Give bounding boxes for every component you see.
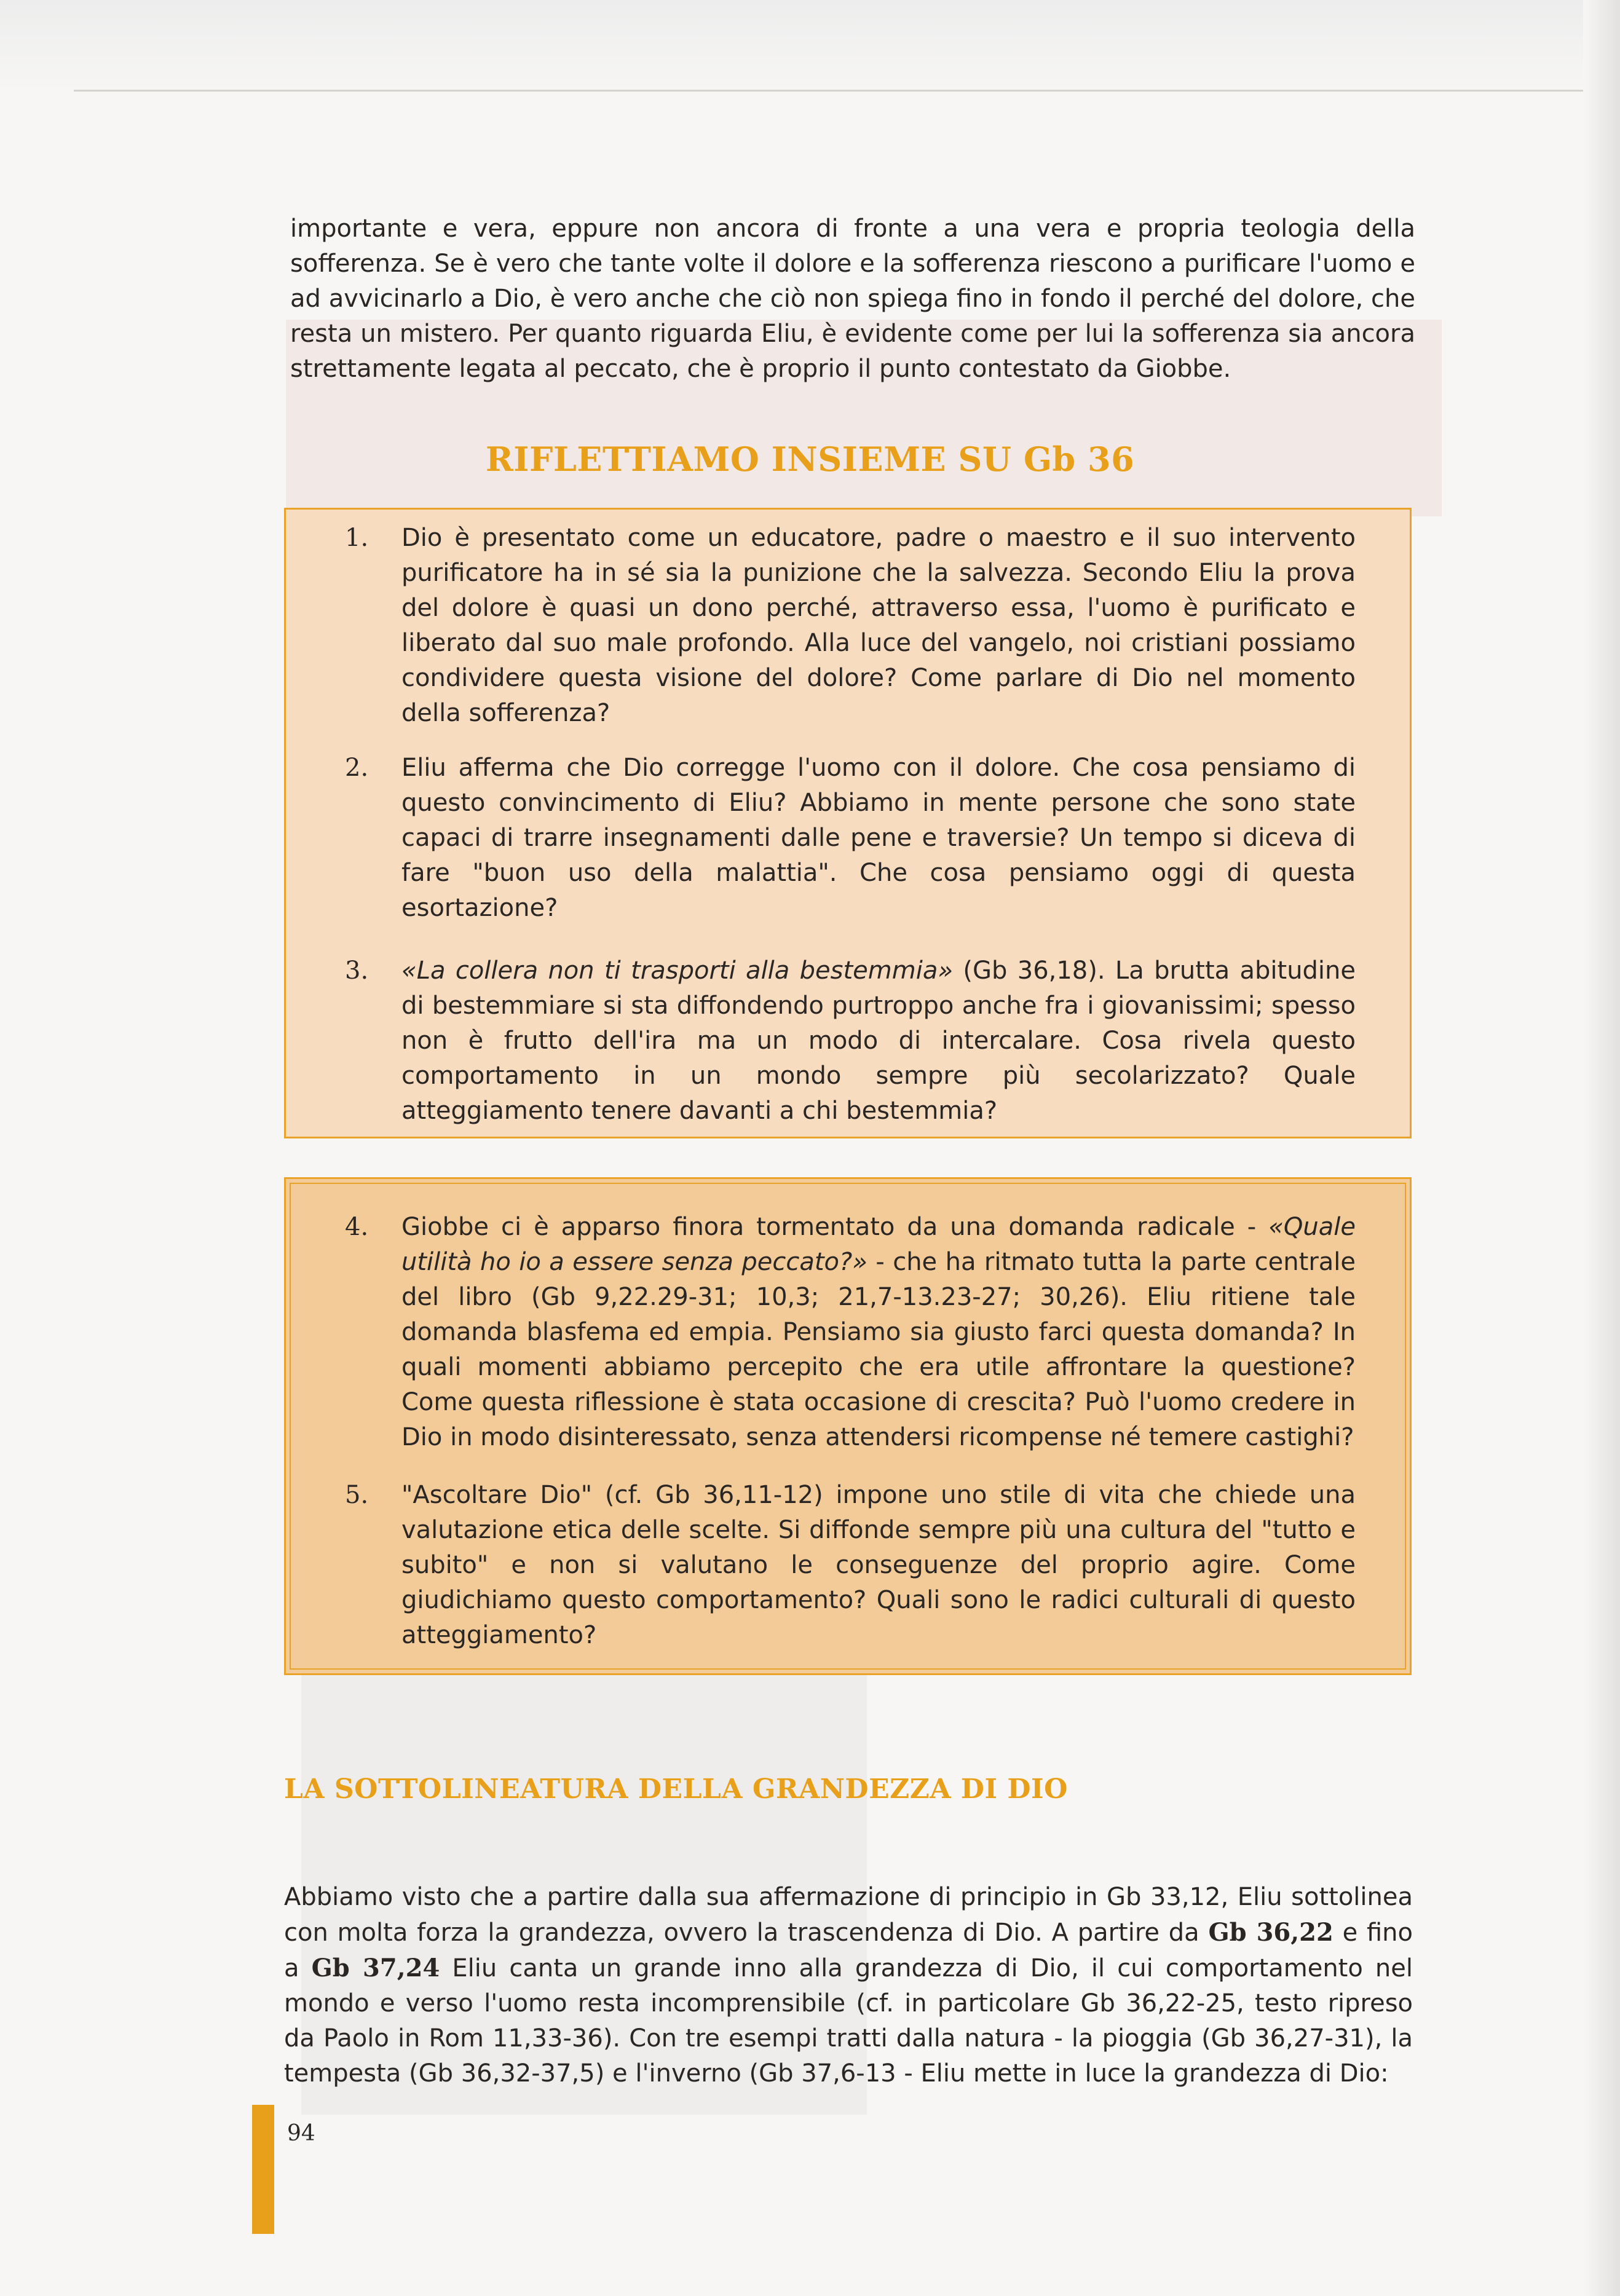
- question-body: - che ha ritmato tutta la parte centrale del libro (Gb 9,22.29-31; 10,3; 21,7-13.23-27; 30,26). Eliu ritiene tale domanda blasfema ed empia. Pensiamo sia giusto farci questa domanda? In quali momenti abbiamo percepito che era utile affrontare la questione? Come questa riflessione è stata occasione di crescita? Può l'uomo credere in Dio in modo disinteressato, senza attendersi ricompense né temere castighi?: [401, 1248, 1356, 1451]
- closing-text: e fino a: [284, 1919, 1413, 1982]
- page-edge: [74, 90, 1620, 92]
- section-title: LA SOTTOLINEATURA DELLA GRANDEZZA DI DIO: [284, 1773, 1068, 1805]
- question-body: (Gb 36,18). La brutta abitudine di bestemmiare si sta diffondendo purtroppo anche fra i giovanissimi; spesso non è frutto dell'ira ma un modo di intercalare. Cosa rivela questo comportamento in un mondo sempre più secolarizzato? Quale atteggiamento tenere davanti a chi bestemmia?: [401, 957, 1356, 1125]
- question-text: Eliu afferma che Dio corregge l'uomo con il dolore. Che cosa pensiamo di questo convincimento di Eliu? Abbiamo in mente persone che sono state capaci di trarre insegnamenti dalle pene e traversie? Un tempo si diceva di fare "buon uso della malattia". Che cosa pensiamo oggi di questa esortazione?: [401, 754, 1356, 922]
- question-number: 1.: [345, 524, 369, 552]
- scan-shadow-top: [0, 0, 1620, 92]
- question-text: [401, 953, 1356, 1129]
- questions-box-2: [284, 1177, 1412, 1675]
- closing-paragraph: [284, 1880, 1413, 2091]
- question-lead: Giobbe ci è apparso finora tormentato da una domanda radicale -: [401, 1213, 1269, 1241]
- question-number: 5.: [345, 1481, 369, 1509]
- question-text: "Ascoltare Dio" (cf. Gb 36,11-12) impone uno stile di vita che chiede una valutazione etica delle scelte. Si diffonde sempre più una cultura del "tutto e subito" e non si valutano le conseguenze del proprio agire. Come giudichiamo questo comportamento? Quali sono le radici culturali di questo atteggiamento?: [401, 1481, 1356, 1649]
- questions-box-1: [284, 508, 1412, 1138]
- question-quote: «La collera non ti trasporti alla bestemmia»: [401, 957, 954, 985]
- question-number: 4.: [345, 1213, 369, 1241]
- reflection-title: RIFLETTIAMO INSIEME SU Gb 36: [485, 440, 1135, 479]
- closing-text: Eliu canta un grande inno alla grandezza di Dio, il cui comportamento nel mondo e verso l'uomo resta incomprensibile (cf. in particolare Gb 36,22-25, testo ripreso da Paolo in Rom 11,33-36). Con tre esempi tratti dalla natura - la pioggia (Gb 36,27-31), la tempesta (Gb 36,32-37,5) e l'inverno (Gb 37,6-13 - Eliu mette in luce la grandezza di Dio:: [284, 1954, 1413, 2088]
- bible-reference: Gb 36,22: [1208, 1918, 1334, 1947]
- question-number: 2.: [345, 754, 369, 782]
- closing-text: Abbiamo visto che a partire dalla sua affermazione di principio in Gb 33,12, Eliu sottolinea con molta forza la grandezza, ovvero la trascendenza di Dio. A partire da: [284, 1883, 1413, 1947]
- question-text: Dio è presentato come un educatore, padre o maestro e il suo intervento purificatore ha in sé sia la punizione che la salvezza. Secondo Eliu la prova del dolore è quasi un dono perché, attraverso essa, l'uomo è purificato e liberato dal suo male profondo. Alla luce del vangelo, noi cristiani possiamo condividere questa visione del dolore? Come parlare di Dio nel momento della sofferenza?: [401, 524, 1356, 727]
- question-number: 3.: [345, 957, 369, 985]
- page-marker-bar: [252, 2105, 274, 2234]
- intro-paragraph: importante e vera, eppure non ancora di fronte a una vera e propria teologia della sofferenza. Se è vero che tante volte il dolore e la sofferenza riescono a purificare l'uomo e ad avvicinarlo a Dio, è vero anche che ciò non spiega fino in fondo il perché del dolore, che resta un mistero. Per quanto riguarda Eliu, è evidente come per lui la sofferenza sia ancora strettamente legata al peccato, che è proprio il punto contestato da Giobbe.: [290, 215, 1415, 383]
- question-text: [401, 1210, 1356, 1455]
- page-number: 94: [287, 2121, 315, 2146]
- bible-reference: Gb 37,24: [311, 1954, 440, 1982]
- scan-shadow-right: [1583, 0, 1620, 2296]
- question-quote: «Quale utilità ho io a essere senza peccato?»: [401, 1213, 1356, 1276]
